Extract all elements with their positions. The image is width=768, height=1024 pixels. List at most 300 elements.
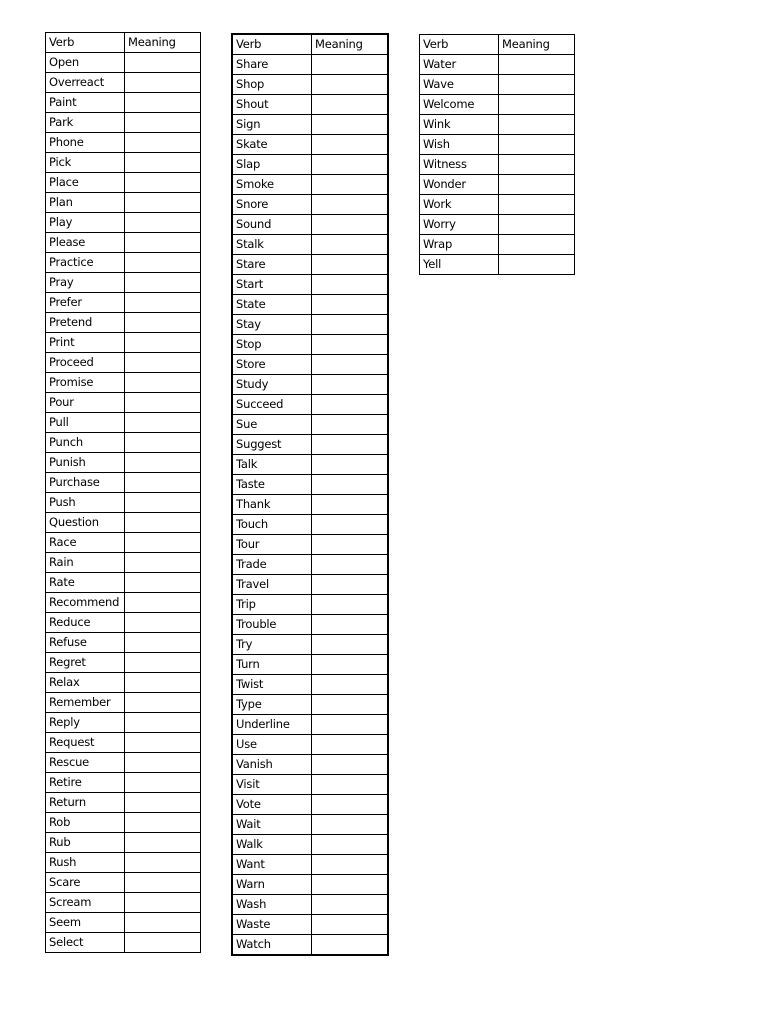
- verb-cell: Rub: [46, 833, 125, 853]
- table-row: [46, 513, 201, 533]
- meaning-cell[interactable]: [125, 413, 201, 433]
- meaning-cell[interactable]: [125, 333, 201, 353]
- meaning-cell[interactable]: [125, 193, 201, 213]
- verb-cell: Play: [46, 213, 125, 233]
- verb-cell: Slap: [232, 155, 312, 175]
- table-row: [232, 455, 388, 475]
- meaning-cell[interactable]: [499, 135, 575, 155]
- table-row: [46, 853, 201, 873]
- meaning-cell[interactable]: [312, 155, 389, 175]
- verb-cell: Proceed: [46, 353, 125, 373]
- table-row: [232, 935, 388, 956]
- meaning-cell[interactable]: [312, 355, 389, 375]
- table-row: [46, 533, 201, 553]
- verb-cell: Please: [46, 233, 125, 253]
- table-row: [46, 413, 201, 433]
- table-row: [420, 55, 575, 75]
- table-row: [46, 913, 201, 933]
- verb-cell: Sound: [232, 215, 312, 235]
- table-row: [46, 393, 201, 413]
- meaning-cell[interactable]: [312, 375, 389, 395]
- meaning-cell[interactable]: [499, 95, 575, 115]
- verb-cell: Request: [46, 733, 125, 753]
- table-row: [46, 233, 201, 253]
- table-row: [420, 235, 575, 255]
- verb-cell: Promise: [46, 373, 125, 393]
- meaning-cell[interactable]: [125, 133, 201, 153]
- meaning-cell[interactable]: [312, 655, 389, 675]
- verb-cell: Paint: [46, 93, 125, 113]
- table-row: [232, 75, 388, 95]
- table-row: [232, 395, 388, 415]
- meaning-cell[interactable]: [312, 195, 389, 215]
- table-row: [232, 515, 388, 535]
- meaning-cell[interactable]: [312, 755, 389, 775]
- meaning-cell[interactable]: [125, 113, 201, 133]
- table-row: [46, 833, 201, 853]
- meaning-cell[interactable]: [125, 713, 201, 733]
- table-row: [232, 95, 388, 115]
- table-row: [232, 255, 388, 275]
- meaning-cell[interactable]: [125, 853, 201, 873]
- table-row: [46, 673, 201, 693]
- meaning-cell[interactable]: [499, 175, 575, 195]
- verb-cell: Wrap: [420, 235, 499, 255]
- verb-cell: Type: [232, 695, 312, 715]
- meaning-cell[interactable]: [312, 475, 389, 495]
- meaning-cell[interactable]: [312, 635, 389, 655]
- meaning-cell[interactable]: [125, 53, 201, 73]
- meaning-cell[interactable]: [499, 215, 575, 235]
- verb-cell: Welcome: [420, 95, 499, 115]
- meaning-cell[interactable]: [125, 613, 201, 633]
- verb-cell: Print: [46, 333, 125, 353]
- table-row: [232, 755, 388, 775]
- verb-cell: Water: [420, 55, 499, 75]
- verb-cell: Return: [46, 793, 125, 813]
- meaning-cell[interactable]: [312, 775, 389, 795]
- table-row: [232, 615, 388, 635]
- meaning-cell[interactable]: [125, 473, 201, 493]
- meaning-cell[interactable]: [125, 293, 201, 313]
- verb-cell: Wave: [420, 75, 499, 95]
- table-row: [420, 175, 575, 195]
- verb-cell: Tour: [232, 535, 312, 555]
- meaning-cell[interactable]: [312, 615, 389, 635]
- meaning-cell[interactable]: [312, 555, 389, 575]
- verb-cell: Rob: [46, 813, 125, 833]
- verb-cell: State: [232, 295, 312, 315]
- meaning-column-header: Meaning: [499, 35, 575, 55]
- verb-cell: Wait: [232, 815, 312, 835]
- verb-cell: Start: [232, 275, 312, 295]
- verb-cell: Smoke: [232, 175, 312, 195]
- verb-column-header: Verb: [232, 34, 312, 55]
- table-row: [46, 93, 201, 113]
- table-row: [420, 215, 575, 235]
- meaning-cell[interactable]: [312, 715, 389, 735]
- verb-cell: Stalk: [232, 235, 312, 255]
- meaning-cell[interactable]: [125, 893, 201, 913]
- table-row: [46, 113, 201, 133]
- table-row: [46, 653, 201, 673]
- table-row: [420, 255, 575, 275]
- table-row: [232, 535, 388, 555]
- meaning-cell[interactable]: [312, 275, 389, 295]
- meaning-cell[interactable]: [125, 733, 201, 753]
- meaning-cell[interactable]: [125, 493, 201, 513]
- meaning-cell[interactable]: [312, 795, 389, 815]
- verb-cell: Witness: [420, 155, 499, 175]
- meaning-column-header: Meaning: [312, 34, 389, 55]
- table-row: [232, 855, 388, 875]
- meaning-cell[interactable]: [312, 595, 389, 615]
- verb-cell: Trade: [232, 555, 312, 575]
- table-row: [46, 313, 201, 333]
- meaning-cell[interactable]: [125, 693, 201, 713]
- meaning-cell[interactable]: [125, 513, 201, 533]
- table-header-row: [232, 34, 388, 55]
- table-row: [232, 115, 388, 135]
- verb-cell: Succeed: [232, 395, 312, 415]
- meaning-cell[interactable]: [312, 255, 389, 275]
- verb-cell: Use: [232, 735, 312, 755]
- table-row: [232, 775, 388, 795]
- verb-cell: Snore: [232, 195, 312, 215]
- table-row: [46, 353, 201, 373]
- verb-cell: Twist: [232, 675, 312, 695]
- meaning-cell[interactable]: [312, 875, 389, 895]
- verb-cell: Rain: [46, 553, 125, 573]
- verb-cell: Plan: [46, 193, 125, 213]
- verb-cell: Seem: [46, 913, 125, 933]
- meaning-cell[interactable]: [125, 813, 201, 833]
- table-row: [46, 753, 201, 773]
- table-row: [232, 495, 388, 515]
- verb-cell: Practice: [46, 253, 125, 273]
- meaning-cell[interactable]: [125, 253, 201, 273]
- table-row: [232, 195, 388, 215]
- verb-cell: Walk: [232, 835, 312, 855]
- verb-cell: Punch: [46, 433, 125, 453]
- verb-cell: Share: [232, 55, 312, 75]
- table-row: [232, 895, 388, 915]
- meaning-cell[interactable]: [499, 75, 575, 95]
- table-row: [232, 695, 388, 715]
- meaning-cell[interactable]: [125, 373, 201, 393]
- table-row: [46, 713, 201, 733]
- table-row: [46, 733, 201, 753]
- verb-cell: Worry: [420, 215, 499, 235]
- verb-cell: Visit: [232, 775, 312, 795]
- table-row: [46, 153, 201, 173]
- table-row: [46, 573, 201, 593]
- verb-cell: Travel: [232, 575, 312, 595]
- verb-table-1: [45, 32, 201, 953]
- verb-cell: Vanish: [232, 755, 312, 775]
- meaning-cell[interactable]: [312, 675, 389, 695]
- verb-cell: Wash: [232, 895, 312, 915]
- meaning-cell[interactable]: [125, 553, 201, 573]
- table-row: [46, 693, 201, 713]
- table-row: [46, 273, 201, 293]
- table-row: [232, 675, 388, 695]
- table-row: [46, 173, 201, 193]
- meaning-cell[interactable]: [312, 575, 389, 595]
- meaning-cell[interactable]: [125, 273, 201, 293]
- table-row: [420, 135, 575, 155]
- table-row: [420, 75, 575, 95]
- verb-cell: Wonder: [420, 175, 499, 195]
- table-row: [46, 133, 201, 153]
- meaning-cell[interactable]: [312, 295, 389, 315]
- table-row: [46, 593, 201, 613]
- table-row: [232, 275, 388, 295]
- meaning-cell[interactable]: [125, 173, 201, 193]
- verb-cell: Reduce: [46, 613, 125, 633]
- meaning-cell[interactable]: [312, 115, 389, 135]
- verb-cell: Study: [232, 375, 312, 395]
- table-row: [420, 195, 575, 215]
- meaning-cell[interactable]: [312, 395, 389, 415]
- verb-cell: Waste: [232, 915, 312, 935]
- verb-cell: Yell: [420, 255, 499, 275]
- table-row: [232, 735, 388, 755]
- meaning-cell[interactable]: [312, 55, 389, 75]
- verb-cell: Wink: [420, 115, 499, 135]
- meaning-cell[interactable]: [125, 353, 201, 373]
- verb-cell: Rate: [46, 573, 125, 593]
- meaning-cell[interactable]: [499, 235, 575, 255]
- meaning-cell[interactable]: [125, 793, 201, 813]
- meaning-column-header: Meaning: [125, 33, 201, 53]
- meaning-cell[interactable]: [499, 255, 575, 275]
- verb-cell: Overreact: [46, 73, 125, 93]
- meaning-cell[interactable]: [312, 75, 389, 95]
- verb-cell: Push: [46, 493, 125, 513]
- meaning-cell[interactable]: [125, 233, 201, 253]
- meaning-cell[interactable]: [125, 913, 201, 933]
- verb-cell: Trip: [232, 595, 312, 615]
- verb-cell: Pour: [46, 393, 125, 413]
- table-header-row: [46, 33, 201, 53]
- verb-cell: Pretend: [46, 313, 125, 333]
- meaning-cell[interactable]: [125, 633, 201, 653]
- table-row: [46, 73, 201, 93]
- meaning-cell[interactable]: [312, 815, 389, 835]
- verb-cell: Trouble: [232, 615, 312, 635]
- verb-cell: Underline: [232, 715, 312, 735]
- meaning-cell[interactable]: [125, 673, 201, 693]
- verb-cell: Vote: [232, 795, 312, 815]
- meaning-cell[interactable]: [125, 433, 201, 453]
- verb-column-header: Verb: [420, 35, 499, 55]
- verb-cell: Suggest: [232, 435, 312, 455]
- table-row: [232, 335, 388, 355]
- verb-cell: Pick: [46, 153, 125, 173]
- table-row: [420, 95, 575, 115]
- meaning-cell[interactable]: [499, 195, 575, 215]
- meaning-cell[interactable]: [312, 695, 389, 715]
- table-row: [232, 235, 388, 255]
- table-row: [46, 773, 201, 793]
- table-row: [232, 595, 388, 615]
- meaning-cell[interactable]: [125, 313, 201, 333]
- meaning-cell[interactable]: [125, 393, 201, 413]
- table-row: [232, 635, 388, 655]
- table-row: [232, 375, 388, 395]
- meaning-cell[interactable]: [312, 855, 389, 875]
- verb-cell: Thank: [232, 495, 312, 515]
- verb-cell: Store: [232, 355, 312, 375]
- meaning-cell[interactable]: [312, 235, 389, 255]
- table-row: [232, 555, 388, 575]
- verb-cell: Stare: [232, 255, 312, 275]
- verb-cell: Wish: [420, 135, 499, 155]
- verb-cell: Work: [420, 195, 499, 215]
- table-row: [232, 835, 388, 855]
- verb-cell: Shop: [232, 75, 312, 95]
- verb-cell: Question: [46, 513, 125, 533]
- meaning-cell[interactable]: [312, 415, 389, 435]
- meaning-cell[interactable]: [125, 593, 201, 613]
- meaning-cell[interactable]: [312, 315, 389, 335]
- table-row: [46, 473, 201, 493]
- meaning-cell[interactable]: [125, 833, 201, 853]
- meaning-cell[interactable]: [125, 453, 201, 473]
- meaning-cell[interactable]: [312, 175, 389, 195]
- verb-table-3: [419, 34, 575, 275]
- verb-cell: Prefer: [46, 293, 125, 313]
- meaning-cell[interactable]: [312, 935, 389, 956]
- verb-cell: Relax: [46, 673, 125, 693]
- meaning-cell[interactable]: [312, 495, 389, 515]
- verb-cell: Pray: [46, 273, 125, 293]
- table-row: [232, 315, 388, 335]
- meaning-cell[interactable]: [312, 455, 389, 475]
- table-row: [232, 715, 388, 735]
- verb-cell: Park: [46, 113, 125, 133]
- table-row: [420, 155, 575, 175]
- table-row: [46, 333, 201, 353]
- table-row: [46, 253, 201, 273]
- table-row: [46, 813, 201, 833]
- meaning-cell[interactable]: [125, 533, 201, 553]
- verb-cell: Scare: [46, 873, 125, 893]
- verb-cell: Rush: [46, 853, 125, 873]
- verb-cell: Taste: [232, 475, 312, 495]
- verb-cell: Skate: [232, 135, 312, 155]
- table-row: [232, 875, 388, 895]
- table-row: [46, 493, 201, 513]
- verb-cell: Talk: [232, 455, 312, 475]
- verb-cell: Try: [232, 635, 312, 655]
- verb-cell: Touch: [232, 515, 312, 535]
- table-row: [46, 293, 201, 313]
- verb-cell: Select: [46, 933, 125, 953]
- verb-cell: Refuse: [46, 633, 125, 653]
- verb-cell: Stay: [232, 315, 312, 335]
- table-row: [46, 613, 201, 633]
- verb-cell: Want: [232, 855, 312, 875]
- verb-cell: Sign: [232, 115, 312, 135]
- verb-cell: Place: [46, 173, 125, 193]
- verb-cell: Reply: [46, 713, 125, 733]
- table-row: [420, 115, 575, 135]
- table-row: [232, 295, 388, 315]
- table-row: [232, 475, 388, 495]
- meaning-cell[interactable]: [312, 135, 389, 155]
- meaning-cell[interactable]: [125, 213, 201, 233]
- meaning-cell[interactable]: [499, 115, 575, 135]
- meaning-cell[interactable]: [312, 95, 389, 115]
- table-row: [46, 193, 201, 213]
- verb-cell: Race: [46, 533, 125, 553]
- table-row: [232, 215, 388, 235]
- table-row: [46, 873, 201, 893]
- meaning-cell[interactable]: [125, 93, 201, 113]
- verb-cell: Shout: [232, 95, 312, 115]
- table-row: [232, 175, 388, 195]
- verb-cell: Remember: [46, 693, 125, 713]
- table-row: [46, 53, 201, 73]
- meaning-cell[interactable]: [499, 55, 575, 75]
- meaning-cell[interactable]: [312, 915, 389, 935]
- table-row: [46, 633, 201, 653]
- meaning-cell[interactable]: [125, 873, 201, 893]
- meaning-cell[interactable]: [312, 215, 389, 235]
- verb-cell: Sue: [232, 415, 312, 435]
- table-row: [46, 933, 201, 953]
- verb-cell: Turn: [232, 655, 312, 675]
- table-row: [232, 55, 388, 75]
- meaning-cell[interactable]: [125, 153, 201, 173]
- verb-cell: Scream: [46, 893, 125, 913]
- verb-cell: Purchase: [46, 473, 125, 493]
- meaning-cell[interactable]: [312, 335, 389, 355]
- meaning-cell[interactable]: [125, 73, 201, 93]
- verb-cell: Phone: [46, 133, 125, 153]
- verb-cell: Pull: [46, 413, 125, 433]
- meaning-cell[interactable]: [312, 535, 389, 555]
- verb-cell: Punish: [46, 453, 125, 473]
- verb-column-header: Verb: [46, 33, 125, 53]
- meaning-cell[interactable]: [312, 835, 389, 855]
- table-header-row: [420, 35, 575, 55]
- table-row: [46, 793, 201, 813]
- meaning-cell[interactable]: [125, 933, 201, 953]
- meaning-cell[interactable]: [125, 573, 201, 593]
- table-row: [232, 415, 388, 435]
- meaning-cell[interactable]: [312, 515, 389, 535]
- table-row: [232, 135, 388, 155]
- table-row: [232, 355, 388, 375]
- verb-cell: Regret: [46, 653, 125, 673]
- meaning-cell[interactable]: [312, 435, 389, 455]
- table-row: [46, 553, 201, 573]
- verb-cell: Recommend: [46, 593, 125, 613]
- meaning-cell[interactable]: [125, 653, 201, 673]
- meaning-cell[interactable]: [499, 155, 575, 175]
- verb-cell: Stop: [232, 335, 312, 355]
- table-row: [46, 213, 201, 233]
- table-row: [46, 373, 201, 393]
- table-row: [46, 433, 201, 453]
- meaning-cell[interactable]: [125, 773, 201, 793]
- meaning-cell[interactable]: [312, 895, 389, 915]
- meaning-cell[interactable]: [125, 753, 201, 773]
- meaning-cell[interactable]: [312, 735, 389, 755]
